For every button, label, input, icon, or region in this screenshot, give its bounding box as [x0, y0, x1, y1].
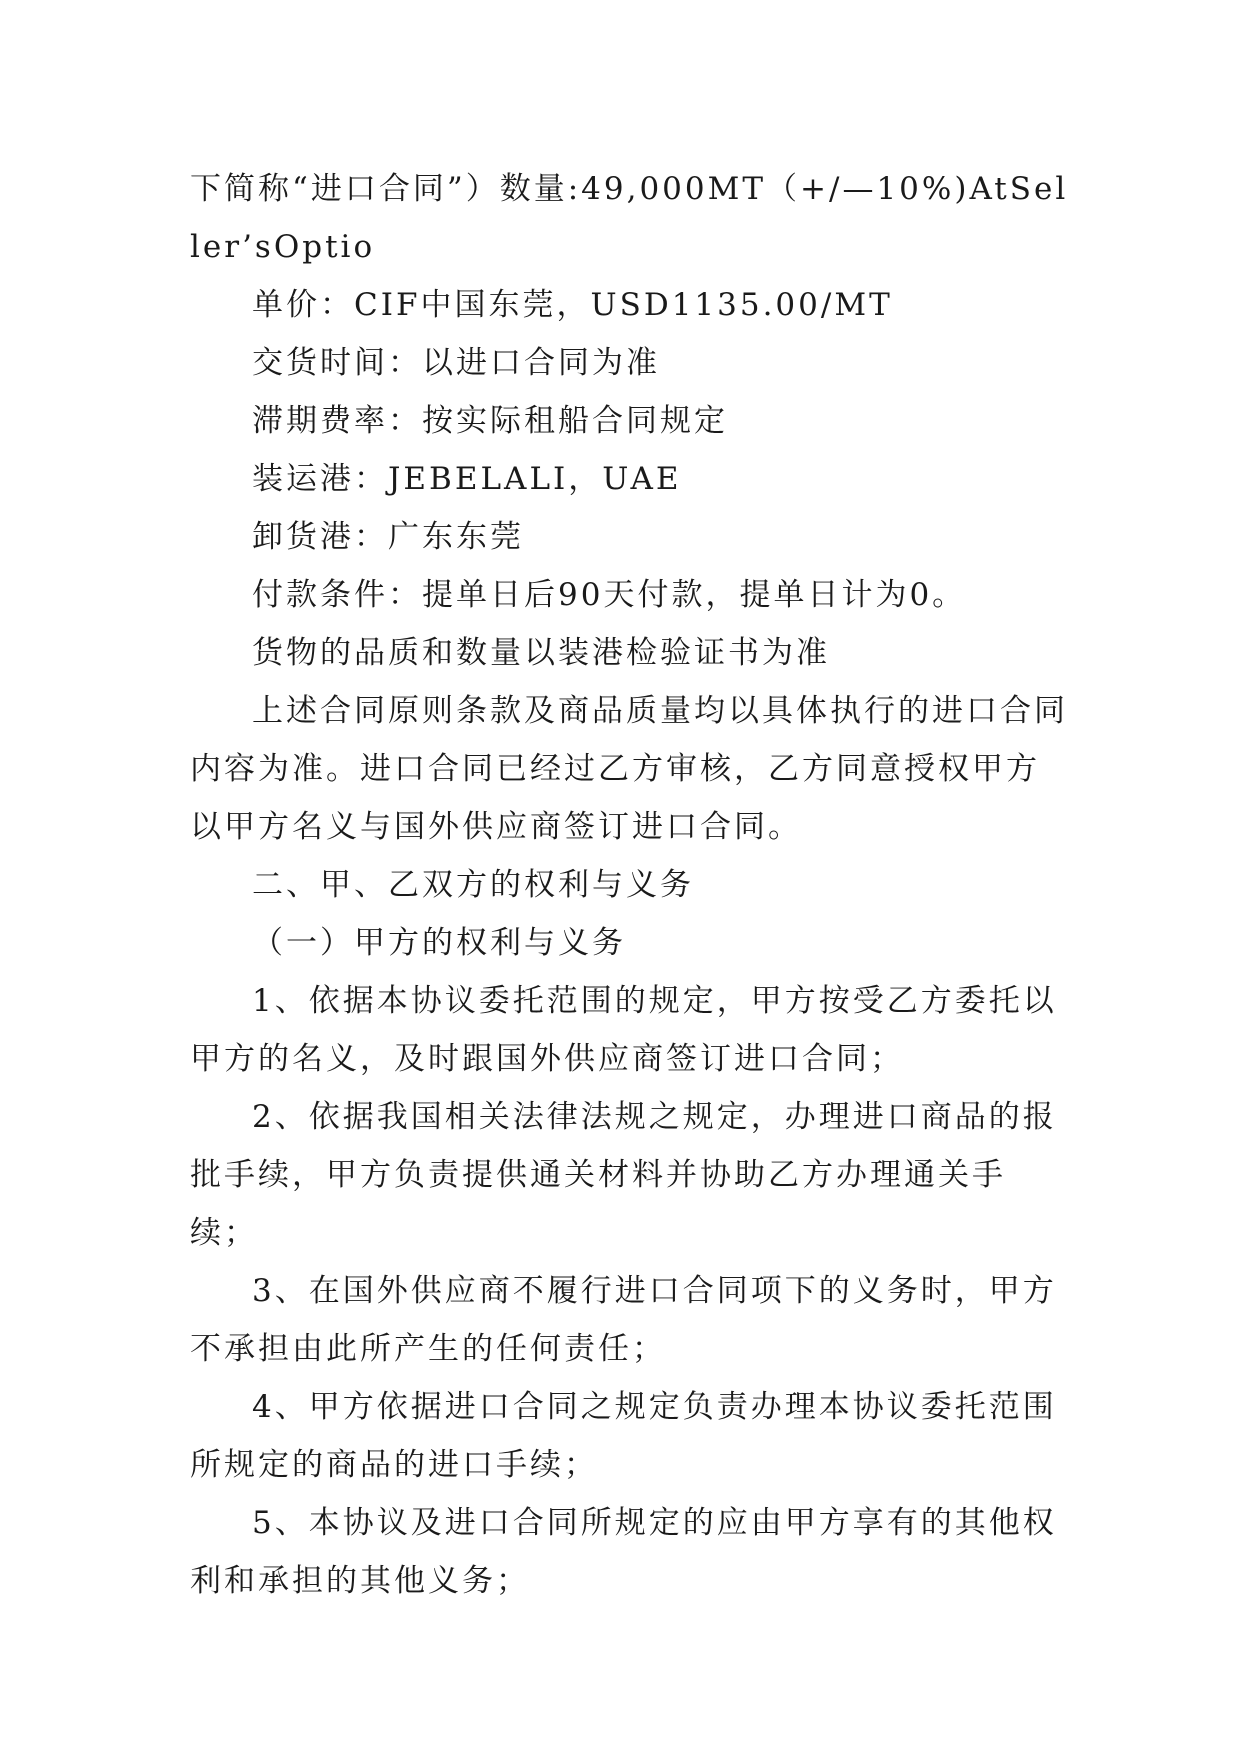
section-heading-rights-obligations: 二、甲、乙双方的权利与义务 [252, 867, 694, 903]
clause-5: 5、本协议及进口合同所规定的应由甲方享有的其他权利和承担的其他义务； [190, 1505, 1057, 1599]
clause-4: 4、甲方依据进口合同之规定负责办理本协议委托范围所规定的商品的进口手续； [190, 1389, 1057, 1483]
paragraph-discharge-port: 卸货港：广东东莞 [252, 519, 524, 555]
clause-3: 3、在国外供应商不履行进口合同项下的义务时，甲方不承担由此所产生的任何责任； [190, 1273, 1057, 1367]
document-body [190, 160, 1070, 1610]
clause-1: 1、依据本协议委托范围的规定，甲方按受乙方委托以甲方的名义，及时跟国外供应商签订进口合同； [190, 983, 1057, 1077]
paragraph-payment-terms: 付款条件：提单日后90天付款，提单日计为0。 [252, 577, 967, 613]
paragraph-contract-principles: 上述合同原则条款及商品质量均以具体执行的进口合同内容为准。进口合同已经过乙方审核，乙方同意授权甲方以甲方名义与国外供应商签订进口合同。 [190, 693, 1068, 845]
paragraph-demurrage-rate: 滞期费率：按实际租船合同规定 [252, 403, 728, 439]
paragraph-quantity: 下简称“进口合同”）数量:49,000MT（+/—10%)AtSeller’sOptio [190, 171, 1069, 265]
paragraph-delivery-time: 交货时间：以进口合同为准 [252, 345, 660, 381]
subsection-heading-party-a: （一）甲方的权利与义务 [252, 925, 626, 961]
clause-2: 2、依据我国相关法律法规之规定，办理进口商品的报批手续，甲方负责提供通关材料并协助乙方办理通关手续； [190, 1099, 1057, 1251]
paragraph-quality-quantity: 货物的品质和数量以装港检验证书为准 [252, 635, 830, 671]
paragraph-loading-port: 装运港：JEBELALI，UAE [252, 461, 682, 497]
paragraph-unit-price: 单价：CIF中国东莞，USD1135.00/MT [252, 287, 893, 323]
